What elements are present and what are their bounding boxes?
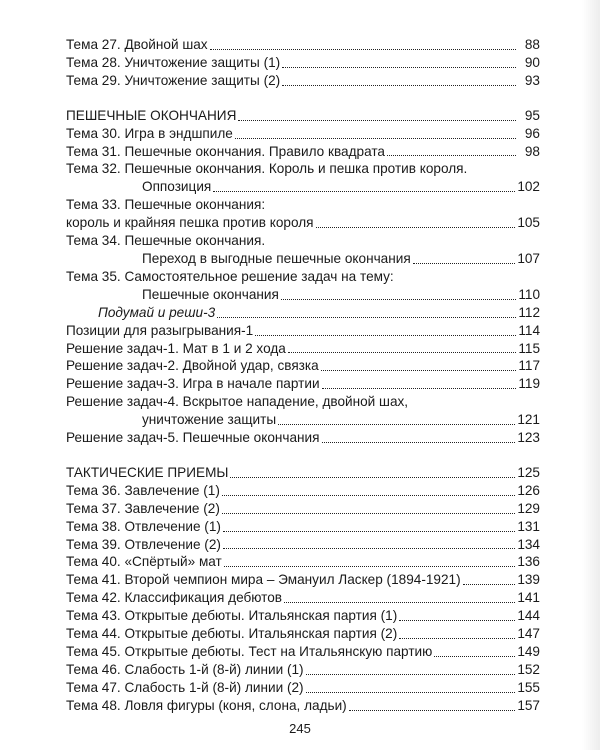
toc-entry-title: Тема 31. Пешечные окончания. Правило квадрата <box>66 143 385 159</box>
toc-entry-title: Тема 38. Отвлечение (1) <box>66 518 221 534</box>
toc-page-number: 125 <box>517 464 540 480</box>
toc-page-number: 136 <box>517 554 540 570</box>
toc-entry <box>66 482 540 500</box>
dot-leader <box>463 583 516 585</box>
toc-page-number: 98 <box>524 143 540 159</box>
toc-page-number: 147 <box>517 626 540 642</box>
toc-entry-title: Тема 46. Слабость 1-й (8-й) линии (1) <box>66 661 304 677</box>
toc-entry-title: Тема 44. Открытые дебюты. Итальянская партия (2) <box>66 626 398 642</box>
toc-entry <box>66 357 540 375</box>
toc-page-number: 115 <box>518 340 540 356</box>
page-edge-shadow <box>582 0 600 750</box>
toc-entry <box>66 286 540 304</box>
toc-page-number: 102 <box>517 179 540 195</box>
toc-entry-title: Тема 39. Отвлечение (2) <box>66 536 221 552</box>
toc-page-number: 126 <box>517 482 540 498</box>
dot-leader <box>349 709 516 711</box>
toc-entry-title: Тема 36. Завлечение (1) <box>66 482 220 498</box>
toc-page-number: 119 <box>518 376 540 392</box>
toc-entry <box>66 36 540 54</box>
toc-page-number: 157 <box>517 697 540 713</box>
dot-leader <box>210 48 516 50</box>
dot-leader <box>306 691 516 693</box>
toc-entry-title: уничтожение защиты <box>142 412 277 428</box>
dot-leader <box>278 423 515 425</box>
dot-leader <box>235 137 516 139</box>
toc-page-number: 88 <box>524 37 540 52</box>
toc-entry-title: Пешечные окончания <box>142 286 279 302</box>
toc-entry <box>66 143 540 161</box>
toc-entry-title: Тема 28. Уничтожение защиты (1) <box>66 54 281 70</box>
toc-page-number: 121 <box>517 412 540 428</box>
toc-entry-title: Тема 37. Завлечение (2) <box>66 500 220 516</box>
dot-leader <box>306 673 516 675</box>
toc-entry-title: Решение задач-1. Мат в 1 и 2 хода <box>66 340 286 356</box>
toc-entry <box>66 518 540 536</box>
toc-entry-title: ТАКТИЧЕСКИЕ ПРИЕМЫ <box>66 464 229 480</box>
toc-page-number: 117 <box>518 358 540 374</box>
toc-entry <box>66 322 540 340</box>
toc-page-number: 155 <box>517 679 540 695</box>
toc-entry-first-line: Тема 34. Пешечные окончания. <box>66 233 266 249</box>
toc-page-number: 149 <box>517 644 540 659</box>
toc-page-number: 107 <box>517 250 540 266</box>
dot-leader <box>282 66 516 68</box>
toc-entry <box>66 429 540 447</box>
toc-page-number: 114 <box>518 322 540 338</box>
toc-entry-title: Тема 27. Двойной шах <box>66 37 208 52</box>
toc-entry-title: Решение задач-2. Двойной удар, связка <box>66 358 319 374</box>
toc-page-number: 141 <box>517 590 540 606</box>
toc-entry-title: король и крайняя пешка против короля <box>66 215 314 231</box>
toc-page-number: 123 <box>517 430 540 446</box>
toc-entry <box>66 178 540 196</box>
toc-entry-title: Тема 41. Второй чемпион мира – Эмануил Ласкер (1894-1921) <box>66 572 461 588</box>
dot-leader <box>255 334 516 336</box>
toc-entry <box>66 411 540 429</box>
dot-leader <box>316 226 516 228</box>
dot-leader <box>224 565 516 567</box>
toc-page-number: 152 <box>517 661 540 677</box>
dot-leader <box>213 190 515 192</box>
toc-entry <box>66 214 540 232</box>
section-heading <box>66 107 540 125</box>
toc-entry <box>66 661 540 679</box>
toc-entry-title: ПЕШЕЧНЫЕ ОКОНЧАНИЯ <box>66 107 237 123</box>
toc-entry <box>66 536 540 554</box>
toc-entry <box>66 571 540 589</box>
toc-page-number: 105 <box>517 215 540 231</box>
dot-leader <box>288 351 516 353</box>
dot-leader <box>399 619 515 621</box>
dot-leader <box>387 154 516 156</box>
dot-leader <box>238 119 516 121</box>
toc-entry-first-line: Тема 32. Пешечные окончания. Король и пешка против короля. <box>66 161 468 177</box>
toc-entry <box>66 607 540 625</box>
toc-entry <box>66 500 540 518</box>
toc-entry-title: Тема 48. Ловля фигуры (коня, слона, ладьи) <box>66 697 347 713</box>
toc-entry-title: Переход в выгодные пешечные окончания <box>142 250 411 266</box>
toc-page-number: 139 <box>517 572 540 588</box>
dot-leader <box>222 512 515 514</box>
section-gap <box>66 90 540 107</box>
toc-entry-title: Тема 47. Слабость 1-й (8-й) линии (2) <box>66 679 304 695</box>
toc-entry-first-line: Тема 33. Пешечные окончания: <box>66 197 266 213</box>
toc-page-number: 134 <box>517 536 540 552</box>
toc-entry <box>66 304 540 322</box>
toc-entry <box>66 643 540 661</box>
dot-leader <box>223 547 515 549</box>
table-of-contents <box>66 36 540 715</box>
toc-entry-title: Тема 42. Классификация дебютов <box>66 590 283 606</box>
toc-entry-title: Решение задач-5. Пешечные окончания <box>66 430 320 446</box>
toc-entry-first-line: Тема 35. Самостоятельное решение задач на тему: <box>66 268 394 284</box>
toc-entry-title: Тема 29. Уничтожение защиты (2) <box>66 72 281 88</box>
toc-entry <box>66 375 540 393</box>
toc-entry-title: Оппозиция <box>142 179 212 195</box>
toc-entry-title: Подумай и реши-3 <box>98 304 216 320</box>
section-heading <box>66 464 540 482</box>
dot-leader <box>230 476 515 478</box>
toc-entry <box>66 697 540 715</box>
section-gap <box>66 447 540 464</box>
toc-entry-first-line: Решение задач-4. Вскрытое нападение, двойной шах, <box>66 394 409 410</box>
toc-page-number: 144 <box>517 608 540 624</box>
toc-entry <box>66 54 540 72</box>
toc-entry <box>66 72 540 90</box>
dot-leader <box>322 387 516 389</box>
dot-leader <box>413 262 516 264</box>
dot-leader <box>284 601 515 603</box>
dot-leader <box>223 530 515 532</box>
toc-entry <box>66 340 540 358</box>
dot-leader <box>222 494 515 496</box>
toc-entry <box>66 589 540 607</box>
dot-leader <box>399 637 515 639</box>
toc-entry-title: Тема 40. «Спёртый» мат <box>66 554 222 570</box>
toc-entry <box>66 625 540 643</box>
toc-page-number: 131 <box>517 518 540 534</box>
toc-page-number: 95 <box>524 107 540 123</box>
toc-page-number: 112 <box>518 304 540 320</box>
toc-page-number: 129 <box>517 500 540 516</box>
page-number: 245 <box>289 721 311 736</box>
dot-leader <box>322 441 516 443</box>
toc-entry <box>66 553 540 571</box>
toc-page-number: 110 <box>518 286 540 302</box>
dot-leader <box>281 298 516 300</box>
dot-leader <box>217 316 516 318</box>
toc-entry-title: Решение задач-3. Игра в начале партии <box>66 376 320 392</box>
toc-entry <box>66 125 540 143</box>
dot-leader <box>321 369 516 371</box>
toc-entry <box>66 250 540 268</box>
toc-page-number: 96 <box>524 125 540 141</box>
dot-leader <box>282 84 516 86</box>
toc-entry-title: Тема 30. Игра в эндшпиле <box>66 125 233 141</box>
toc-page-number: 90 <box>524 54 540 70</box>
toc-page-number: 93 <box>524 72 540 88</box>
toc-entry-title: Тема 43. Открытые дебюты. Итальянская партия (1) <box>66 608 398 624</box>
toc-entry-title: Тема 45. Открытые дебюты. Тест на Итальянскую партию <box>66 644 433 659</box>
dot-leader <box>434 655 515 657</box>
toc-entry-title: Позиции для разыгрывания-1 <box>66 322 254 338</box>
toc-entry <box>66 679 540 697</box>
